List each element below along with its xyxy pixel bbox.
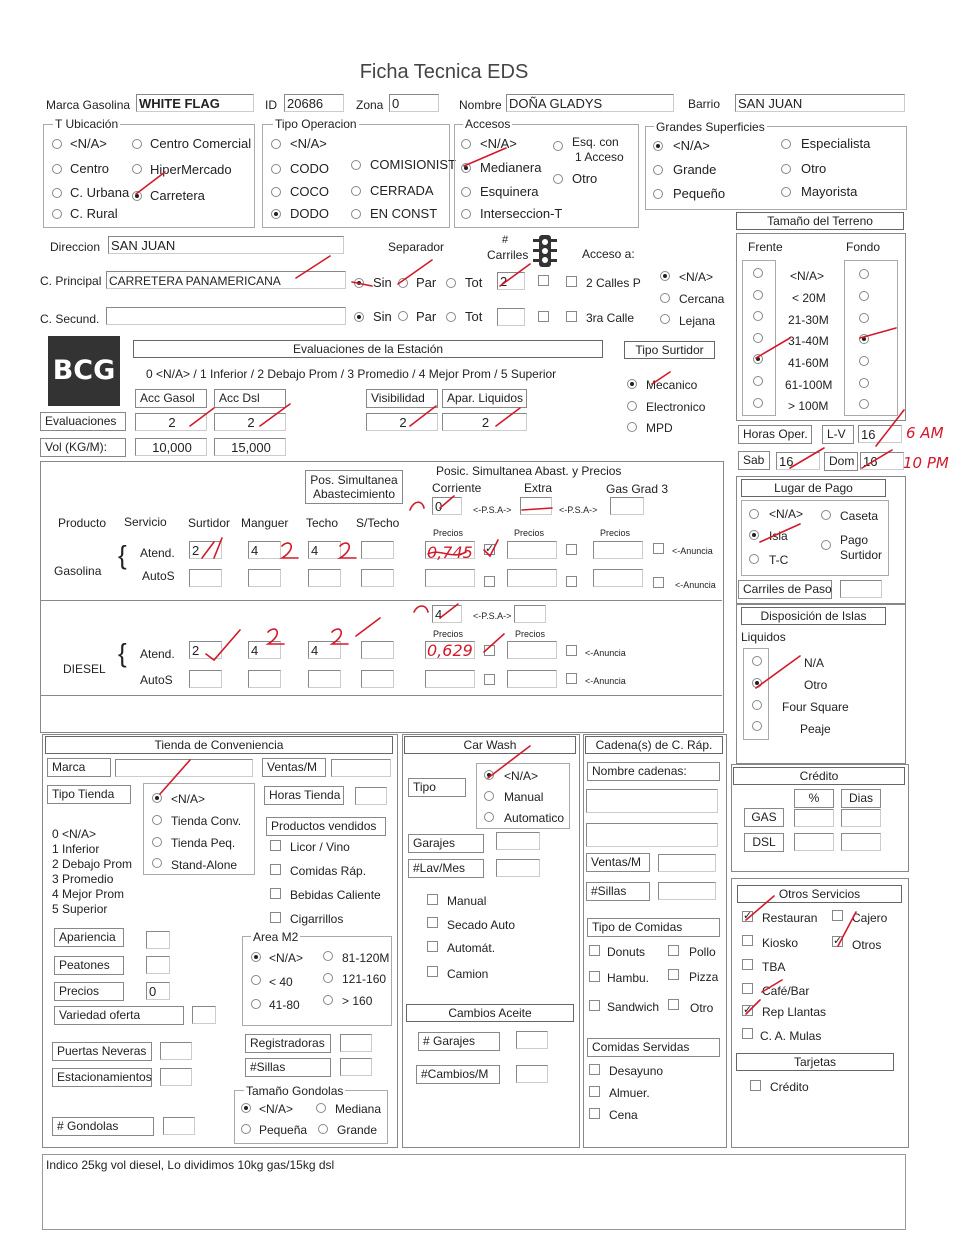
visibilidad-field[interactable]: 2: [366, 413, 438, 431]
tienda-marca-label: Marca: [47, 758, 111, 777]
terreno-opt-2: 21-30M: [788, 313, 829, 327]
hw-mark-lv: [876, 410, 904, 446]
sep1-par-label: Par: [416, 275, 437, 290]
pago-title: Lugar de Pago: [741, 479, 886, 497]
desayuno-label: Desayuno: [609, 1064, 664, 1078]
dsl-atend-label: Atend.: [140, 647, 175, 661]
terreno-opt-3: 31-40M: [788, 334, 829, 348]
precios-tienda-label: Precios: [54, 982, 124, 1001]
gs-otro-label: Otro: [801, 161, 827, 176]
hw-mark-accdsl: [260, 404, 290, 426]
carriles-label: Carriles: [487, 248, 529, 262]
hw-mark-dsl-psa: [440, 604, 458, 618]
pago-surtidor-label: Surtidor: [840, 548, 883, 562]
hw-mark-accgasol: [190, 408, 214, 426]
cadena-ventas-label: Ventas/M: [586, 853, 650, 872]
area-40-label: < 40: [269, 975, 293, 989]
hw-mark-gas-surt: [202, 538, 222, 558]
cw-manual-chk-label: Manual: [447, 894, 487, 908]
hw-mark-dsl-techo-line: [356, 618, 380, 636]
disp-foursquare-label: Four Square: [782, 700, 849, 714]
carwash-tipo-label: Tipo: [408, 778, 466, 797]
gs-mayorista-label: Mayorista: [801, 184, 858, 199]
productos-vendidos-label: Productos vendidos: [266, 817, 386, 836]
terreno-opt-0: <N/A>: [790, 269, 825, 283]
calles2-label: 2 Calles P: [586, 276, 641, 290]
horas-tienda-label: Horas Tienda: [264, 786, 344, 805]
mulas-label: C. A. Mulas: [760, 1029, 822, 1043]
gas-psa-arrow-2: <-P.S.A->: [559, 505, 598, 515]
hw-two-gas: [410, 502, 424, 510]
almuerzo-label: Almuer.: [609, 1086, 650, 1100]
hw-check-dsl-surt: [206, 630, 240, 660]
otros-title: Otros Servicios: [737, 885, 902, 903]
vol-label: Vol (KG/M):: [40, 438, 126, 457]
evaluaciones-label: Evaluaciones: [40, 412, 126, 431]
ubicacion-title: T Ubicación: [55, 117, 119, 131]
acceso-lejana-label: Lejana: [679, 314, 716, 328]
acceso-a-label: Acceso a:: [582, 247, 635, 261]
nombre-label: Nombre: [459, 98, 502, 112]
hw-mark-medianera: [464, 148, 506, 166]
tienda-scale-0: 0 <N/A>: [52, 827, 97, 841]
id-label: ID: [265, 98, 277, 112]
tipo-operacion-title: Tipo Operacion: [275, 117, 357, 131]
hw-two-dsl-techo: [332, 629, 348, 644]
gs-na-label: <N/A>: [673, 138, 710, 153]
gas-grad3-label: Gas Grad 3: [606, 482, 669, 496]
col-manguer: Manguer: [241, 516, 289, 530]
extra-label: Extra: [524, 481, 553, 495]
principal-field[interactable]: CARRETERA PANAMERICANA: [106, 271, 346, 289]
diesel-label: DIESEL: [63, 662, 106, 676]
cadena-title: Cadena(s) de C. Ráp.: [585, 736, 723, 754]
gs-grande-label: Grande: [673, 162, 717, 177]
cw-auto-label: Automatico: [504, 811, 565, 825]
cw-garajes-label: Garajes: [408, 834, 484, 853]
tam-pequena-label: Pequeña: [259, 1123, 308, 1137]
terreno-title: Tamaño del Terreno: [736, 212, 904, 230]
area-160-label: > 160: [342, 994, 373, 1008]
hw-mark-isla: [760, 524, 800, 542]
col-servicio: Servicio: [124, 515, 167, 529]
corriente-label: Corriente: [432, 481, 482, 495]
gas-atend-manguer[interactable]: 4: [248, 541, 281, 559]
carriles-field-1[interactable]: 2: [497, 272, 525, 290]
zona-label: Zona: [356, 98, 384, 112]
tienda-scale-1: 1 Inferior: [52, 842, 100, 856]
estacionamientos-label: Estacionamientos: [52, 1068, 152, 1087]
hw-mark-mecanico: [652, 372, 670, 384]
gas-anuncia-label-1: <-Anuncia: [672, 546, 713, 556]
col-surtidor: Surtidor: [188, 516, 231, 530]
hw-two-dsl-mang: [268, 629, 284, 644]
ubic-rural-label: C. Rural: [70, 206, 118, 221]
cafe-label: Café/Bar: [762, 984, 810, 998]
tipo-surtidor-title: Tipo Surtidor: [624, 341, 715, 359]
nombre-cadenas-label: Nombre cadenas:: [587, 762, 720, 781]
peatones-label: Peatones: [54, 956, 124, 975]
acc-esq-label: Esq. con: [572, 135, 619, 149]
gas-atend-label: Atend.: [140, 546, 175, 560]
dom-label: Dom: [824, 452, 858, 471]
hw-mark-sin: [352, 282, 372, 286]
hw-mark-gas-psa: [440, 496, 454, 508]
pizza-label: Pizza: [689, 970, 719, 984]
hw-mark-cafe: [762, 980, 782, 992]
notes-area[interactable]: Indico 25kg vol diesel, Lo dividimos 10kg gas/15kg dsl: [42, 1154, 906, 1230]
tba-label: TBA: [762, 960, 786, 974]
rep-llantas-label: Rep Llantas: [762, 1005, 827, 1019]
dsl-precios-label-2: Precios: [515, 629, 546, 639]
tam-gondolas-title: Tamaño Gondolas: [246, 1084, 344, 1098]
credito-gas-label: GAS: [744, 808, 784, 827]
gasolina-label: Gasolina: [54, 564, 102, 578]
area-81-label: 81-120M: [342, 951, 390, 965]
dsl-atend-surtidor[interactable]: 2: [189, 641, 222, 659]
dsl-precios-label-1: Precios: [433, 629, 464, 639]
marca-field[interactable]: WHITE FLAG: [136, 94, 254, 112]
hw-mark-frente: [756, 338, 790, 358]
tarjetas-title: Tarjetas: [736, 1053, 894, 1071]
gas-anuncia-checkbox-1[interactable]: ✓: [485, 543, 495, 555]
gas-atend-techo[interactable]: 4: [308, 541, 341, 559]
tam-na-label: <N/A>: [259, 1102, 294, 1116]
bcg-logo: BCG: [48, 336, 120, 406]
acc-medianera-label: Medianera: [480, 160, 542, 175]
tipo-tienda-stand-label: Stand-Alone: [171, 858, 238, 872]
pago-caseta-label: Caseta: [840, 509, 879, 523]
op-dodo-label: DODO: [290, 206, 329, 221]
credito-title: Crédito: [733, 767, 905, 785]
gas-autos-label: AutoS: [142, 569, 175, 583]
sab-field[interactable]: 16: [776, 452, 820, 470]
pago-isla-label: Isla: [769, 529, 788, 543]
hw-two-mang: [282, 543, 298, 558]
dsl-autos-label: AutoS: [140, 673, 173, 687]
gas-atend-surtidor[interactable]: 2: [189, 541, 222, 559]
terreno-opt-1: < 20M: [792, 291, 826, 305]
vol-dsl-field[interactable]: 15,000: [214, 438, 286, 456]
cw-manual-label: Manual: [504, 790, 544, 804]
dsl-psa-corriente[interactable]: 4: [432, 605, 462, 623]
carriles-paso-label: Carriles de Paso: [738, 580, 832, 599]
pollo-label: Pollo: [689, 945, 716, 959]
op-coco-label: COCO: [290, 184, 329, 199]
area-title: Area M2: [253, 930, 299, 944]
acc-otro-label: Otro: [572, 171, 598, 186]
hw-mark-par: [398, 260, 432, 284]
direccion-field[interactable]: SAN JUAN: [108, 236, 344, 254]
diesel-brace: {: [118, 638, 127, 668]
gas-psa-corriente[interactable]: 0: [432, 497, 462, 515]
hw-mark-disposicion: [756, 656, 800, 688]
page-title: Ficha Tecnica EDS: [359, 61, 529, 83]
apar-liquidos-button[interactable]: Apar. Liquidos: [442, 389, 527, 408]
barrio-label: Barrio: [688, 97, 721, 111]
acc-1acceso-label: 1 Acceso: [575, 150, 624, 164]
precios-label-1: Precios: [433, 528, 464, 538]
hw-mark-carriles: [500, 264, 530, 286]
acc-gasol-field[interactable]: 2: [135, 413, 207, 431]
ubic-hiper-label: HiperMercado: [150, 162, 232, 177]
hambu-label: Hambu.: [607, 971, 650, 985]
tipo-tienda-label: Tipo Tienda: [47, 785, 131, 804]
ubic-carretera-label: Carretera: [150, 188, 205, 203]
acc-esquinera-label: Esquinera: [480, 184, 539, 199]
sep1-tot-label: Tot: [465, 275, 483, 290]
hw-mark-extra: [522, 508, 552, 510]
rep-llantas-checkbox[interactable]: ✓: [743, 1004, 753, 1016]
gas-psa-arrow-1: <-P.S.A->: [473, 505, 512, 515]
tipo-tienda-peq-label: Tienda Peq.: [171, 836, 236, 850]
disp-peaje-label: Peaje: [800, 722, 831, 736]
variedad-label: Variedad oferta: [54, 1006, 184, 1025]
acc-na-label: <N/A>: [480, 136, 517, 151]
tam-grande-label: Grande: [337, 1123, 378, 1137]
pago-tc-label: T-C: [769, 553, 789, 567]
precios-label-2: Precios: [514, 528, 545, 538]
disposicion-title: Disposición de Islas: [741, 607, 886, 625]
barrio-field[interactable]: SAN JUAN: [735, 94, 905, 112]
acc-interseccion-label: Interseccion-T: [480, 206, 563, 221]
grandes-sup-title: Grandes Superficies: [656, 120, 765, 134]
hw-underline-gas-price: [428, 552, 466, 555]
registradoras-label: Registradoras: [245, 1034, 331, 1053]
evaluaciones-title: Evaluaciones de la Estación: [133, 340, 603, 358]
ubic-centro-label: Centro: [70, 161, 110, 176]
hw-mark-sab: [790, 448, 824, 468]
cambios-aceite-title: Cambios Aceite: [406, 1004, 574, 1022]
terreno-opt-6: > 100M: [788, 399, 829, 413]
tarjeta-credito-label: Crédito: [770, 1080, 809, 1094]
op-codo-label: CODO: [290, 161, 329, 176]
comidas-servidas-label: Comidas Servidas: [587, 1038, 720, 1057]
secund-label: C. Secund.: [40, 312, 100, 326]
apariencia-label: Apariencia: [54, 928, 124, 947]
disp-na-label: N/A: [804, 656, 825, 670]
otros-serv-label: Otros: [852, 938, 882, 952]
bebidas-label: Bebidas Caliente: [290, 888, 381, 902]
gs-pequeno-label: Pequeño: [673, 186, 726, 201]
cambios-garajes-label: # Garajes: [418, 1032, 500, 1051]
hw-mark-carretera: [136, 172, 165, 194]
sandwich-label: Sandwich: [607, 1000, 660, 1014]
hw-two-techo: [340, 543, 356, 558]
terreno-opt-5: 61-100M: [785, 378, 833, 392]
credito-dias-label: Dias: [841, 789, 881, 808]
fondo-label: Fondo: [846, 240, 881, 254]
area-41-label: 41-80: [269, 998, 300, 1012]
cajero-label: Cajero: [852, 911, 888, 925]
tienda-scale-2: 2 Debajo Prom: [52, 857, 133, 871]
terreno-opt-4: 41-60M: [788, 356, 829, 370]
credito-dsl-label: DSL: [744, 833, 784, 852]
handwritten-pm: 10 PM: [903, 454, 949, 472]
dsl-anuncia-label-2: <-Anuncia: [585, 676, 626, 686]
hw-mark-dsl-price: [484, 634, 504, 652]
tipo-comidas-label: Tipo de Comidas: [587, 918, 720, 937]
otro-comida-label: Otro: [690, 1001, 714, 1015]
area-na-label: <N/A>: [269, 951, 304, 965]
credito-pct-label: %: [794, 789, 834, 808]
cw-lav-label: #Lav/Mes: [408, 859, 484, 878]
op-cerrada-label: CERRADA: [370, 183, 434, 198]
accesos-title: Accesos: [465, 117, 511, 131]
handwritten-gas-price: 0,745: [427, 543, 473, 562]
sep2-tot-label: Tot: [465, 309, 483, 324]
area-121-label: 121-160: [342, 972, 387, 986]
hw-mark-fondo: [860, 328, 896, 338]
sep1-sin-label: Sin: [373, 275, 392, 290]
surt-mpd-label: MPD: [646, 421, 673, 435]
cigarrillos-label: Cigarrillos: [290, 912, 344, 926]
dsl-anuncia-label-1: <-Anuncia: [585, 648, 626, 658]
handwritten-dsl-price: 0,629: [427, 641, 473, 660]
tipo-tienda-na-label: <N/A>: [171, 792, 206, 806]
lv-field[interactable]: 16: [858, 425, 902, 443]
tam-mediana-label: Mediana: [335, 1102, 382, 1116]
gondolas-label: # Gondolas: [52, 1117, 154, 1136]
tienda-scale-3: 3 Promedio: [52, 872, 114, 886]
col-stecho: S/Techo: [356, 516, 400, 530]
comidas-rap-label: Comidas Ráp.: [290, 864, 367, 878]
licor-label: Licor / Vino: [290, 840, 350, 854]
dsl-psa-arrow: <-P.S.A->: [473, 611, 512, 621]
cw-camion-label: Camion: [447, 967, 489, 981]
zona-field[interactable]: 0: [389, 94, 439, 112]
marca-label: Marca Gasolina: [46, 98, 131, 112]
surt-mecanico-label: Mecanico: [646, 378, 698, 392]
visibilidad-button[interactable]: Visibilidad: [366, 389, 438, 408]
principal-label: C. Principal: [40, 274, 102, 288]
gasolina-brace: {: [118, 540, 127, 570]
acc-gasol-button[interactable]: Acc Gasol: [135, 389, 207, 408]
op-na-label: <N/A>: [290, 136, 327, 151]
precios-tienda-field[interactable]: 0: [146, 982, 170, 1000]
acceso-na-label: <N/A>: [679, 270, 714, 284]
op-enconst-label: EN CONST: [370, 206, 438, 221]
hw-mark-vis: [410, 406, 436, 426]
restauran-checkbox[interactable]: ✓: [743, 910, 753, 922]
precios-label-3: Precios: [600, 528, 631, 538]
ubic-cc-label: Centro Comercial: [150, 136, 252, 151]
cena-label: Cena: [609, 1108, 638, 1122]
pos-sim-line1: Pos. Simultanea: [310, 473, 398, 487]
donuts-label: Donuts: [607, 945, 646, 959]
carriles-hash: #: [502, 234, 509, 246]
hw-mark-apar: [496, 408, 520, 426]
col-producto: Producto: [58, 516, 107, 530]
cw-automat-label: Automát.: [447, 941, 496, 955]
evaluaciones-scale: 0 <N/A> / 1 Inferior / 2 Debajo Prom / 3 Promedio / 4 Mejor Prom / 5 Superior: [146, 367, 557, 381]
carwash-title: Car Wash: [404, 736, 576, 754]
kiosko-label: Kiosko: [762, 936, 799, 950]
calle3-label: 3ra Calle: [586, 311, 635, 325]
tienda-scale-5: 5 Superior: [52, 902, 108, 916]
disp-otro-label: Otro: [804, 678, 828, 692]
col-techo: Techo: [306, 516, 339, 530]
vol-gas-field[interactable]: 10,000: [135, 438, 207, 456]
acc-dsl-button[interactable]: Acc Dsl: [214, 389, 286, 408]
dsl-atend-manguer[interactable]: 4: [248, 641, 281, 659]
lv-label: L-V: [822, 425, 854, 444]
sep2-sin-label: Sin: [373, 309, 392, 324]
hw-mark-tipo-tienda: [160, 760, 190, 794]
hw-mark-restauran: [746, 896, 774, 920]
otros-serv-checkbox[interactable]: ✓: [833, 935, 843, 947]
horas-oper-label: Horas Oper.: [738, 425, 812, 444]
hw-mark-carwash: [488, 746, 530, 778]
pos-sim-line2: Abastecimiento: [312, 487, 396, 501]
hw-mark-otros: [838, 912, 856, 946]
tipo-tienda-conv-label: Tienda Conv.: [171, 814, 242, 828]
tienda-title: Tienda de Conveniencia: [45, 736, 393, 754]
pago-pago-label: Pago: [840, 533, 869, 547]
cw-na-label: <N/A>: [504, 769, 539, 783]
dsl-atend-techo[interactable]: 4: [308, 641, 341, 659]
cadena-sillas-label: #Sillas: [586, 882, 650, 901]
liquidos-label: Liquidos: [741, 630, 786, 644]
acc-dsl-field[interactable]: 2: [214, 413, 286, 431]
cw-secado-label: Secado Auto: [447, 918, 516, 932]
tienda-scale-4: 4 Mejor Prom: [52, 887, 125, 901]
cambios-mes-label: #Cambios/M: [416, 1065, 500, 1084]
hw-two-dsl: [414, 606, 428, 612]
tienda-sillas-label: #Sillas: [245, 1058, 331, 1077]
sep2-par-label: Par: [416, 309, 437, 324]
id-field[interactable]: 20686: [284, 94, 344, 112]
op-comisionist-label: COMISIONIST: [370, 157, 456, 172]
handwritten-am: 6 AM: [906, 424, 944, 442]
sab-label: Sab: [738, 451, 770, 470]
posic-title: Posic. Simultanea Abast. y Precios: [436, 464, 622, 478]
nombre-field[interactable]: DOÑA GLADYS: [506, 94, 674, 112]
pago-na-label: <N/A>: [769, 507, 804, 521]
acceso-cercana-label: Cercana: [679, 292, 725, 306]
apar-liquidos-field[interactable]: 2: [442, 413, 527, 431]
gs-especialista-label: Especialista: [801, 136, 871, 151]
hw-mark-llantas: [746, 1000, 760, 1014]
frente-label: Frente: [748, 240, 783, 254]
ubic-urbana-label: C. Urbana: [70, 185, 130, 200]
dom-field[interactable]: 16: [860, 452, 904, 470]
tienda-ventas-label: Ventas/M: [262, 758, 326, 777]
surt-electronico-label: Electronico: [646, 400, 706, 414]
puertas-label: Puertas Neveras: [52, 1042, 152, 1061]
hw-mark-dom: [862, 450, 892, 468]
gas-anuncia-label-2: <-Anuncia: [675, 580, 716, 590]
ubic-na-label: <N/A>: [70, 136, 107, 151]
separador-label: Separador: [388, 240, 445, 254]
hw-mark-principal: [296, 256, 330, 278]
restauran-label: Restauran: [762, 911, 818, 925]
hw-check-gas: [484, 540, 498, 556]
direccion-label: Direccion: [50, 240, 101, 254]
